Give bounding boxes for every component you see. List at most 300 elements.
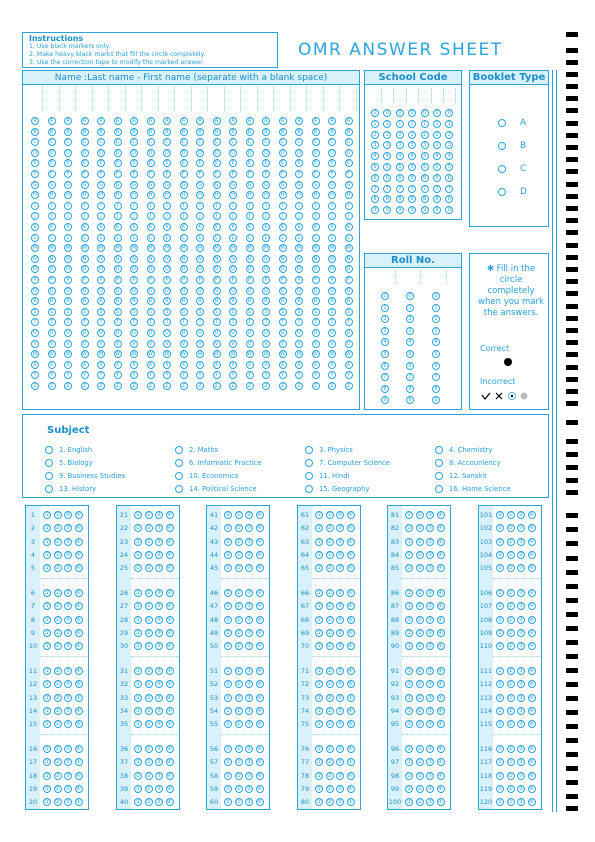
answer-bubble[interactable]: ④ xyxy=(257,681,262,688)
answer-bubble[interactable]: ③ xyxy=(65,721,71,728)
name-bubble[interactable]: W xyxy=(280,351,285,358)
answer-bubble[interactable]: ① xyxy=(497,707,503,714)
name-bubble[interactable]: U xyxy=(81,329,89,337)
school-code-bubble[interactable]: 7 xyxy=(396,185,404,193)
name-bubble[interactable]: F xyxy=(345,170,353,178)
name-bubble[interactable]: J xyxy=(114,212,122,220)
answer-bubble[interactable]: ② xyxy=(55,603,60,610)
name-bubble[interactable]: N xyxy=(279,255,287,263)
answer-bubble[interactable]: ① xyxy=(316,694,322,701)
subject-bubble[interactable] xyxy=(435,472,443,480)
answer-bubble[interactable]: ④ xyxy=(348,551,353,558)
name-bubble[interactable]: E xyxy=(246,159,254,167)
answer-bubble[interactable]: ① xyxy=(225,590,231,596)
answer-bubble[interactable]: ① xyxy=(44,694,50,701)
answer-bubble[interactable]: ③ xyxy=(246,565,252,572)
answer-bubble[interactable]: ① xyxy=(44,525,50,532)
name-bubble[interactable]: X xyxy=(130,361,138,369)
roll-no-bubble[interactable]: 7 xyxy=(432,373,440,381)
answer-bubble[interactable]: ② xyxy=(55,799,60,806)
school-code-bubble[interactable]: 0 xyxy=(445,109,453,117)
answer-bubble[interactable]: ④ xyxy=(167,668,172,674)
name-bubble[interactable]: U xyxy=(163,329,171,337)
name-bubble[interactable]: V xyxy=(147,340,155,348)
answer-bubble[interactable]: ③ xyxy=(337,707,343,714)
name-bubble[interactable]: Y xyxy=(246,371,254,379)
answer-bubble[interactable]: ② xyxy=(55,694,60,701)
answer-bubble[interactable]: ② xyxy=(417,538,422,545)
answer-bubble[interactable]: ③ xyxy=(427,629,433,636)
name-bubble[interactable]: O xyxy=(196,265,204,273)
name-bubble[interactable]: R xyxy=(81,297,89,305)
name-bubble[interactable]: Q xyxy=(345,287,353,295)
name-bubble[interactable]: D xyxy=(213,149,221,157)
name-bubble[interactable]: L xyxy=(163,234,171,242)
answer-bubble[interactable]: ① xyxy=(406,746,412,752)
name-bubble[interactable]: W xyxy=(296,351,302,358)
name-bubble[interactable]: A xyxy=(262,117,270,125)
name-bubble[interactable]: S xyxy=(81,308,89,316)
name-bubble[interactable]: V xyxy=(31,340,39,348)
answer-bubble[interactable]: ③ xyxy=(65,590,71,596)
name-bubble[interactable]: C xyxy=(213,138,221,146)
roll-no-bubble[interactable]: 8 xyxy=(406,385,414,393)
name-bubble[interactable]: F xyxy=(147,170,155,178)
answer-bubble[interactable]: ① xyxy=(497,643,503,650)
answer-bubble[interactable]: ② xyxy=(236,512,241,518)
name-bubble[interactable]: T xyxy=(312,318,320,326)
answer-bubble[interactable]: ③ xyxy=(518,643,524,650)
name-bubble[interactable]: P xyxy=(295,276,303,284)
name-bubble[interactable]: T xyxy=(295,318,303,326)
name-bubble[interactable]: G xyxy=(345,181,353,189)
name-bubble[interactable]: Z xyxy=(163,382,171,390)
name-bubble[interactable]: K xyxy=(229,223,237,231)
roll-no-bubble[interactable]: 6 xyxy=(432,362,440,370)
name-bubble[interactable]: F xyxy=(64,170,72,178)
answer-bubble[interactable]: ④ xyxy=(348,629,353,636)
answer-bubble[interactable]: ② xyxy=(508,668,513,674)
name-bubble[interactable]: K xyxy=(213,223,221,231)
name-bubble[interactable]: E xyxy=(81,159,89,167)
answer-bubble[interactable]: ③ xyxy=(427,643,433,650)
answer-bubble[interactable]: ④ xyxy=(257,512,262,518)
name-bubble[interactable]: W xyxy=(181,351,186,358)
answer-bubble[interactable]: ④ xyxy=(529,512,534,518)
name-bubble[interactable]: I xyxy=(97,202,105,210)
answer-bubble[interactable]: ③ xyxy=(65,785,71,792)
name-bubble[interactable]: S xyxy=(213,308,221,316)
school-code-bubble[interactable]: 1 xyxy=(421,120,429,128)
name-bubble[interactable]: C xyxy=(196,138,204,146)
answer-bubble[interactable]: ④ xyxy=(167,799,172,806)
name-bubble[interactable]: U xyxy=(328,329,336,337)
school-code-bubble[interactable]: 8 xyxy=(421,195,429,203)
answer-bubble[interactable]: ② xyxy=(327,681,332,688)
answer-bubble[interactable]: ② xyxy=(146,799,151,806)
name-bubble[interactable]: N xyxy=(213,255,221,263)
answer-bubble[interactable]: ④ xyxy=(348,590,353,596)
name-bubble[interactable]: Z xyxy=(345,382,353,390)
school-code-bubble[interactable]: 7 xyxy=(421,185,429,193)
answer-bubble[interactable]: ② xyxy=(417,616,422,623)
roll-no-bubble[interactable]: 1 xyxy=(381,304,389,312)
answer-bubble[interactable]: ② xyxy=(417,525,422,532)
answer-bubble[interactable]: ② xyxy=(508,551,513,558)
answer-bubble[interactable]: ④ xyxy=(76,565,81,572)
name-bubble[interactable]: M xyxy=(82,245,87,252)
name-bubble[interactable]: V xyxy=(130,340,138,348)
answer-bubble[interactable]: ④ xyxy=(529,681,534,688)
name-bubble[interactable]: Q xyxy=(114,287,122,295)
answer-bubble[interactable]: ③ xyxy=(156,694,162,701)
name-bubble[interactable]: K xyxy=(64,223,72,231)
name-bubble[interactable]: W xyxy=(148,351,153,358)
answer-bubble[interactable]: ② xyxy=(146,525,151,532)
name-bubble[interactable]: T xyxy=(213,318,221,326)
name-bubble[interactable]: B xyxy=(213,128,221,136)
name-bubble[interactable]: Y xyxy=(345,371,353,379)
answer-bubble[interactable]: ③ xyxy=(65,643,71,650)
name-bubble[interactable]: S xyxy=(180,308,188,316)
name-bubble[interactable]: O xyxy=(328,265,336,273)
answer-bubble[interactable]: ④ xyxy=(257,603,262,610)
name-bubble[interactable]: W xyxy=(98,351,104,358)
answer-bubble[interactable]: ② xyxy=(55,721,60,728)
roll-no-bubble[interactable]: 0 xyxy=(432,292,440,300)
answer-bubble[interactable]: ② xyxy=(327,721,332,728)
answer-bubble[interactable]: ① xyxy=(406,707,412,714)
name-bubble[interactable]: W xyxy=(32,351,38,358)
answer-bubble[interactable]: ① xyxy=(135,512,141,518)
name-bubble[interactable]: C xyxy=(114,138,122,146)
answer-bubble[interactable]: ② xyxy=(417,603,422,610)
answer-bubble[interactable]: ① xyxy=(316,759,322,766)
name-bubble[interactable]: M xyxy=(247,245,252,252)
answer-bubble[interactable]: ④ xyxy=(438,525,443,532)
subject-bubble[interactable] xyxy=(175,446,183,454)
name-bubble[interactable]: S xyxy=(196,308,204,316)
answer-bubble[interactable]: ① xyxy=(406,759,412,766)
school-code-bubble[interactable]: 3 xyxy=(371,141,379,149)
school-code-bubble[interactable]: 2 xyxy=(421,131,429,139)
name-bubble[interactable]: X xyxy=(279,361,287,369)
school-code-bubble[interactable]: 9 xyxy=(408,206,416,214)
name-bubble[interactable]: L xyxy=(64,234,72,242)
answer-bubble[interactable]: ① xyxy=(225,746,231,752)
name-bubble[interactable]: I xyxy=(64,202,72,210)
answer-bubble[interactable]: ① xyxy=(135,707,141,714)
answer-bubble[interactable]: ③ xyxy=(156,629,162,636)
answer-bubble[interactable]: ③ xyxy=(427,668,433,674)
name-bubble[interactable]: Z xyxy=(48,382,56,390)
roll-no-bubble[interactable]: 6 xyxy=(381,362,389,370)
name-bubble[interactable]: E xyxy=(31,159,39,167)
answer-bubble[interactable]: ① xyxy=(497,668,503,674)
answer-bubble[interactable]: ③ xyxy=(518,512,524,518)
roll-no-bubble[interactable]: 4 xyxy=(432,338,440,346)
name-bubble[interactable]: M xyxy=(197,245,203,252)
answer-bubble[interactable]: ① xyxy=(44,668,50,674)
answer-bubble[interactable]: ③ xyxy=(518,721,524,728)
answer-bubble[interactable]: ① xyxy=(406,668,412,674)
name-bubble[interactable]: N xyxy=(262,255,270,263)
answer-bubble[interactable]: ④ xyxy=(438,772,443,779)
name-bubble[interactable]: E xyxy=(312,159,320,167)
answer-bubble[interactable]: ① xyxy=(497,565,503,572)
answer-bubble[interactable]: ④ xyxy=(76,772,81,779)
name-bubble[interactable]: T xyxy=(328,318,336,326)
subject-bubble[interactable] xyxy=(435,485,443,493)
answer-bubble[interactable]: ③ xyxy=(427,772,433,779)
name-bubble[interactable]: X xyxy=(345,361,353,369)
answer-bubble[interactable]: ④ xyxy=(529,590,534,596)
name-bubble[interactable]: T xyxy=(229,318,237,326)
answer-bubble[interactable]: ④ xyxy=(529,772,534,779)
name-bubble[interactable]: G xyxy=(229,181,237,189)
answer-bubble[interactable]: ① xyxy=(135,551,141,558)
name-bubble[interactable]: Q xyxy=(64,287,72,295)
name-bubble[interactable]: K xyxy=(130,223,138,231)
roll-no-bubble[interactable]: 2 xyxy=(406,315,414,323)
school-code-bubble[interactable]: 9 xyxy=(383,206,391,214)
school-code-bubble[interactable]: 7 xyxy=(383,185,391,193)
answer-bubble[interactable]: ① xyxy=(497,772,503,779)
answer-bubble[interactable]: ② xyxy=(327,616,332,623)
answer-bubble[interactable]: ④ xyxy=(167,603,172,610)
answer-bubble[interactable]: ② xyxy=(508,772,513,779)
school-code-bubble[interactable]: 8 xyxy=(445,195,453,203)
roll-no-bubble[interactable]: 1 xyxy=(432,304,440,312)
name-bubble[interactable]: F xyxy=(328,170,336,178)
answer-bubble[interactable]: ④ xyxy=(529,799,534,806)
answer-bubble[interactable]: ② xyxy=(55,538,60,545)
answer-bubble[interactable]: ① xyxy=(225,525,231,532)
answer-bubble[interactable]: ③ xyxy=(246,799,252,806)
answer-bubble[interactable]: ③ xyxy=(65,707,71,714)
name-bubble[interactable]: D xyxy=(246,149,254,157)
answer-bubble[interactable]: ③ xyxy=(427,707,433,714)
answer-bubble[interactable]: ① xyxy=(44,616,50,623)
roll-no-bubble[interactable]: 5 xyxy=(432,350,440,358)
answer-bubble[interactable]: ③ xyxy=(337,643,343,650)
answer-bubble[interactable]: ③ xyxy=(427,512,433,518)
name-bubble[interactable]: O xyxy=(246,265,254,273)
name-bubble[interactable]: P xyxy=(48,276,56,284)
name-bubble[interactable]: V xyxy=(81,340,89,348)
name-bubble[interactable]: N xyxy=(196,255,204,263)
answer-bubble[interactable]: ③ xyxy=(427,681,433,688)
name-bubble[interactable]: L xyxy=(196,234,204,242)
answer-bubble[interactable]: ② xyxy=(55,668,60,674)
name-bubble[interactable]: G xyxy=(31,181,39,189)
answer-bubble[interactable]: ① xyxy=(497,525,503,532)
answer-bubble[interactable]: ③ xyxy=(246,538,252,545)
name-bubble[interactable]: X xyxy=(180,361,188,369)
school-code-bubble[interactable]: 3 xyxy=(396,141,404,149)
answer-bubble[interactable]: ③ xyxy=(337,512,343,518)
school-code-bubble[interactable]: 9 xyxy=(396,206,404,214)
name-bubble[interactable]: C xyxy=(147,138,155,146)
name-bubble[interactable]: B xyxy=(246,128,254,136)
answer-bubble[interactable]: ③ xyxy=(427,799,433,806)
roll-no-bubble[interactable]: 3 xyxy=(406,327,414,335)
answer-bubble[interactable]: ③ xyxy=(337,590,343,596)
name-bubble[interactable]: M xyxy=(329,245,335,252)
name-bubble[interactable]: H xyxy=(345,191,353,199)
answer-bubble[interactable]: ① xyxy=(225,694,231,701)
answer-bubble[interactable]: ② xyxy=(55,772,60,779)
answer-bubble[interactable]: ① xyxy=(135,681,141,688)
name-bubble[interactable]: J xyxy=(279,212,287,220)
name-bubble[interactable]: E xyxy=(196,159,204,167)
answer-bubble[interactable]: ③ xyxy=(337,629,343,636)
name-bubble[interactable]: J xyxy=(328,212,336,220)
school-code-bubble[interactable]: 1 xyxy=(371,120,379,128)
name-bubble[interactable]: N xyxy=(81,255,89,263)
answer-bubble[interactable]: ① xyxy=(497,746,503,752)
name-bubble[interactable]: Z xyxy=(97,382,105,390)
school-code-bubble[interactable]: 0 xyxy=(421,109,429,117)
name-bubble[interactable]: X xyxy=(262,361,270,369)
answer-bubble[interactable]: ④ xyxy=(76,746,81,752)
answer-bubble[interactable]: ③ xyxy=(518,538,524,545)
name-bubble[interactable]: N xyxy=(345,255,353,263)
answer-bubble[interactable]: ① xyxy=(135,799,141,806)
answer-bubble[interactable]: ① xyxy=(406,785,412,792)
answer-bubble[interactable]: ③ xyxy=(427,616,433,623)
name-bubble[interactable]: Z xyxy=(180,382,188,390)
name-bubble[interactable]: S xyxy=(97,308,105,316)
name-bubble[interactable]: X xyxy=(163,361,171,369)
school-code-bubble[interactable]: 3 xyxy=(421,141,429,149)
answer-bubble[interactable]: ② xyxy=(327,565,332,572)
answer-bubble[interactable]: ② xyxy=(236,603,241,610)
answer-bubble[interactable]: ① xyxy=(44,565,50,572)
name-bubble[interactable]: O xyxy=(31,265,39,273)
name-bubble[interactable]: A xyxy=(345,117,353,125)
name-bubble[interactable]: Y xyxy=(229,371,237,379)
name-bubble[interactable]: D xyxy=(180,149,188,157)
school-code-bubble[interactable]: 8 xyxy=(396,195,404,203)
answer-bubble[interactable]: ② xyxy=(146,772,151,779)
name-bubble[interactable]: H xyxy=(114,191,122,199)
name-bubble[interactable]: V xyxy=(163,340,171,348)
answer-bubble[interactable]: ④ xyxy=(529,629,534,636)
name-bubble[interactable]: Y xyxy=(48,371,56,379)
answer-bubble[interactable]: ② xyxy=(146,616,151,623)
name-bubble[interactable]: C xyxy=(97,138,105,146)
name-bubble[interactable]: G xyxy=(196,181,204,189)
answer-bubble[interactable]: ③ xyxy=(156,590,162,596)
name-bubble[interactable]: M xyxy=(263,245,269,252)
name-bubble[interactable]: X xyxy=(81,361,89,369)
answer-bubble[interactable]: ② xyxy=(146,759,151,766)
name-bubble[interactable]: I xyxy=(229,202,237,210)
name-bubble[interactable]: X xyxy=(295,361,303,369)
roll-no-bubble[interactable]: 4 xyxy=(381,338,389,346)
name-bubble[interactable]: H xyxy=(64,191,72,199)
answer-bubble[interactable]: ④ xyxy=(529,668,534,674)
name-bubble[interactable]: J xyxy=(180,212,188,220)
answer-bubble[interactable]: ① xyxy=(44,785,50,792)
name-bubble[interactable]: I xyxy=(180,202,188,210)
answer-bubble[interactable]: ③ xyxy=(156,759,162,766)
answer-bubble[interactable]: ① xyxy=(316,785,322,792)
answer-bubble[interactable]: ① xyxy=(44,629,50,636)
roll-no-bubble[interactable]: 5 xyxy=(406,350,414,358)
name-bubble[interactable]: P xyxy=(180,276,188,284)
answer-bubble[interactable]: ③ xyxy=(337,746,343,752)
answer-bubble[interactable]: ① xyxy=(225,772,231,779)
answer-bubble[interactable]: ② xyxy=(236,538,241,545)
school-code-bubble[interactable]: 5 xyxy=(433,163,441,171)
name-bubble[interactable]: X xyxy=(31,361,39,369)
answer-bubble[interactable]: ④ xyxy=(167,694,172,701)
name-bubble[interactable]: Q xyxy=(328,287,336,295)
answer-bubble[interactable]: ④ xyxy=(348,785,353,792)
name-bubble[interactable]: Z xyxy=(196,382,204,390)
answer-bubble[interactable]: ④ xyxy=(76,759,81,766)
answer-bubble[interactable]: ② xyxy=(417,694,422,701)
name-bubble[interactable]: I xyxy=(130,202,138,210)
name-bubble[interactable]: S xyxy=(48,308,56,316)
school-code-bubble[interactable]: 1 xyxy=(433,120,441,128)
answer-bubble[interactable]: ① xyxy=(406,616,412,623)
name-bubble[interactable]: J xyxy=(81,212,89,220)
name-bubble[interactable]: K xyxy=(114,223,122,231)
answer-bubble[interactable]: ① xyxy=(44,759,50,766)
name-bubble[interactable]: P xyxy=(163,276,171,284)
answer-bubble[interactable]: ① xyxy=(316,603,322,610)
answer-bubble[interactable]: ④ xyxy=(167,759,172,766)
name-bubble[interactable]: D xyxy=(97,149,105,157)
answer-bubble[interactable]: ① xyxy=(316,551,322,558)
name-bubble[interactable]: H xyxy=(31,191,39,199)
name-bubble[interactable]: B xyxy=(196,128,204,136)
name-bubble[interactable]: W xyxy=(214,351,219,358)
name-bubble[interactable]: D xyxy=(130,149,138,157)
answer-bubble[interactable]: ③ xyxy=(246,681,252,688)
answer-bubble[interactable]: ① xyxy=(135,629,141,636)
name-bubble[interactable]: O xyxy=(229,265,237,273)
name-bubble[interactable]: U xyxy=(345,329,353,337)
name-bubble[interactable]: O xyxy=(262,265,270,273)
name-bubble[interactable]: U xyxy=(31,329,39,337)
answer-bubble[interactable]: ② xyxy=(236,616,241,623)
answer-bubble[interactable]: ③ xyxy=(337,603,343,610)
answer-bubble[interactable]: ③ xyxy=(337,525,343,532)
answer-bubble[interactable]: ④ xyxy=(167,551,172,558)
subject-bubble[interactable] xyxy=(175,472,183,480)
answer-bubble[interactable]: ③ xyxy=(65,538,71,545)
answer-bubble[interactable]: ② xyxy=(55,525,60,532)
name-bubble[interactable]: Y xyxy=(312,371,320,379)
school-code-bubble[interactable]: 4 xyxy=(445,152,453,160)
school-code-bubble[interactable]: 4 xyxy=(421,152,429,160)
name-bubble[interactable]: H xyxy=(147,191,155,199)
name-bubble[interactable]: K xyxy=(163,223,171,231)
roll-no-bubble[interactable]: 2 xyxy=(381,315,389,323)
name-bubble[interactable]: H xyxy=(213,191,221,199)
answer-bubble[interactable]: ① xyxy=(44,603,50,610)
answer-bubble[interactable]: ③ xyxy=(427,721,433,728)
name-bubble[interactable]: S xyxy=(246,308,254,316)
answer-bubble[interactable]: ① xyxy=(225,759,231,766)
answer-bubble[interactable]: ② xyxy=(146,721,151,728)
name-bubble[interactable]: V xyxy=(295,340,303,348)
name-bubble[interactable]: P xyxy=(64,276,72,284)
